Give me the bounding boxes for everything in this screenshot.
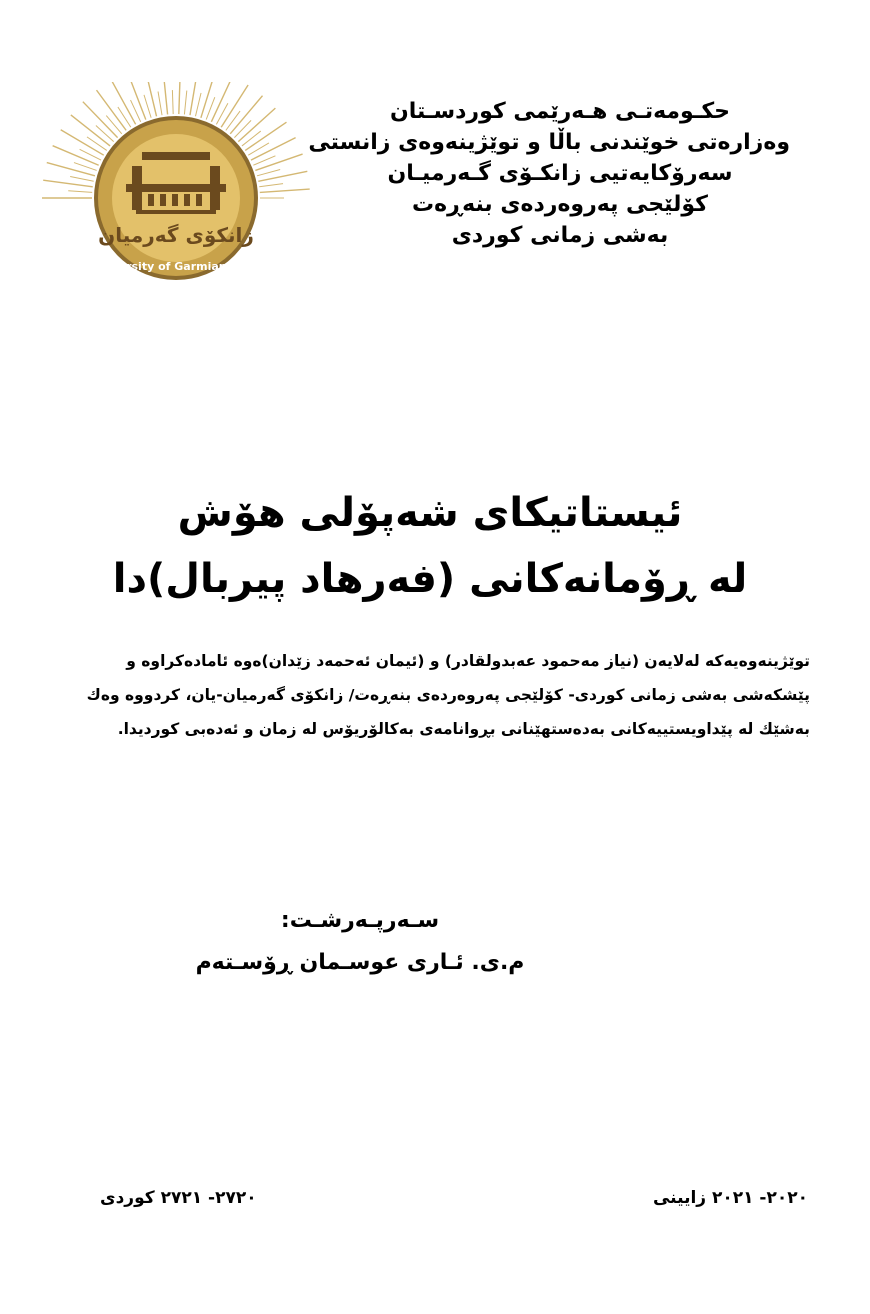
logo-ring-text: University of Garmian 2010	[90, 260, 262, 273]
header-line-college: کۆلێجی پەروەردەی بنەڕەت	[412, 192, 708, 217]
sun-ray	[245, 122, 286, 150]
sun-ray	[259, 184, 283, 187]
sun-ray	[260, 189, 310, 192]
sun-ray	[238, 108, 275, 142]
sun-ray	[172, 90, 173, 114]
supervisor-name: م.ی. ئـاری عوسـمان ڕۆسـتەم	[195, 950, 525, 975]
university-logo	[36, 82, 316, 302]
header-line-presidency: سەرۆکایەتیی زانکـۆی گـەرمیـان	[387, 161, 733, 186]
sun-ray	[97, 90, 127, 130]
sun-ray	[47, 163, 95, 176]
header-line-ministry: وەزارەتی خوێندنی باڵا و توێژینەوەی زانستی	[308, 130, 790, 155]
kurdish-year: ٢٧٢٠- ٢٧٢١ کوردی	[100, 1188, 257, 1208]
statement-line-3: بەشێك لە پێداویستییەکانی بەدەستهێنانی بڕوانامەی بەکالۆریۆس لە زمان و ئەدەبی کوردیدا.	[117, 720, 810, 738]
sun-ray	[83, 102, 118, 138]
sun-ray	[226, 111, 240, 130]
sun-ray	[163, 82, 168, 114]
sun-ray	[68, 191, 92, 193]
sun-ray	[184, 91, 186, 115]
sun-ray	[106, 116, 121, 134]
sun-ray	[230, 96, 262, 134]
sun-ray	[195, 93, 201, 116]
sun-ray	[118, 107, 131, 127]
header-line-department: بەشی زمانی کوردی	[451, 223, 669, 248]
sun-ray	[242, 131, 261, 146]
sun-ray	[257, 169, 280, 175]
sun-ray	[145, 82, 157, 116]
sun-ray	[71, 115, 110, 146]
sun-ray	[144, 95, 151, 118]
sun-ray	[234, 120, 251, 137]
title-line-1: ئیستاتیکای شەپۆلی هۆش	[177, 490, 683, 536]
sun-ray	[158, 92, 162, 116]
logo-arabic-text: زانکۆی گەرمیان	[98, 223, 254, 247]
sun-ray	[70, 176, 94, 181]
sun-ray	[96, 126, 114, 142]
sun-ray	[258, 171, 307, 181]
institution-header	[308, 96, 790, 251]
supervisor-block	[150, 900, 570, 984]
sun-ray	[87, 137, 107, 151]
statement-line-1: توێژینەوەیەکە لەلایەن (نیاز مەحمود عەبدولقادر) و (ئیمان ئەحمەد زێدان)ەوە ئامادەکراوە و	[126, 652, 810, 670]
sun-ray	[74, 163, 97, 171]
sun-ray	[43, 180, 93, 187]
supervisor-label: سـەرپـەرشـت:	[280, 908, 440, 933]
thesis-title	[60, 480, 800, 612]
submission-statement	[60, 644, 810, 746]
header-line-government: حکـومەتـی هـەرێمی کوردسـتان	[389, 99, 731, 124]
sun-ray	[255, 154, 302, 170]
title-line-2: لە ڕۆمانەکانی (فەرهاد پیربال)دا	[112, 556, 748, 602]
sun-ray	[179, 82, 181, 114]
gregorian-year: ٢٠٢٠- ٢٠٢١ زایینی	[652, 1188, 808, 1208]
statement-line-2: پێشکەشی بەشی زمانی کوردی- کۆلێجی پەروەردەی بنەڕەت/ زانکۆی گەرمیان-یان، کردووە وەك	[86, 686, 810, 704]
